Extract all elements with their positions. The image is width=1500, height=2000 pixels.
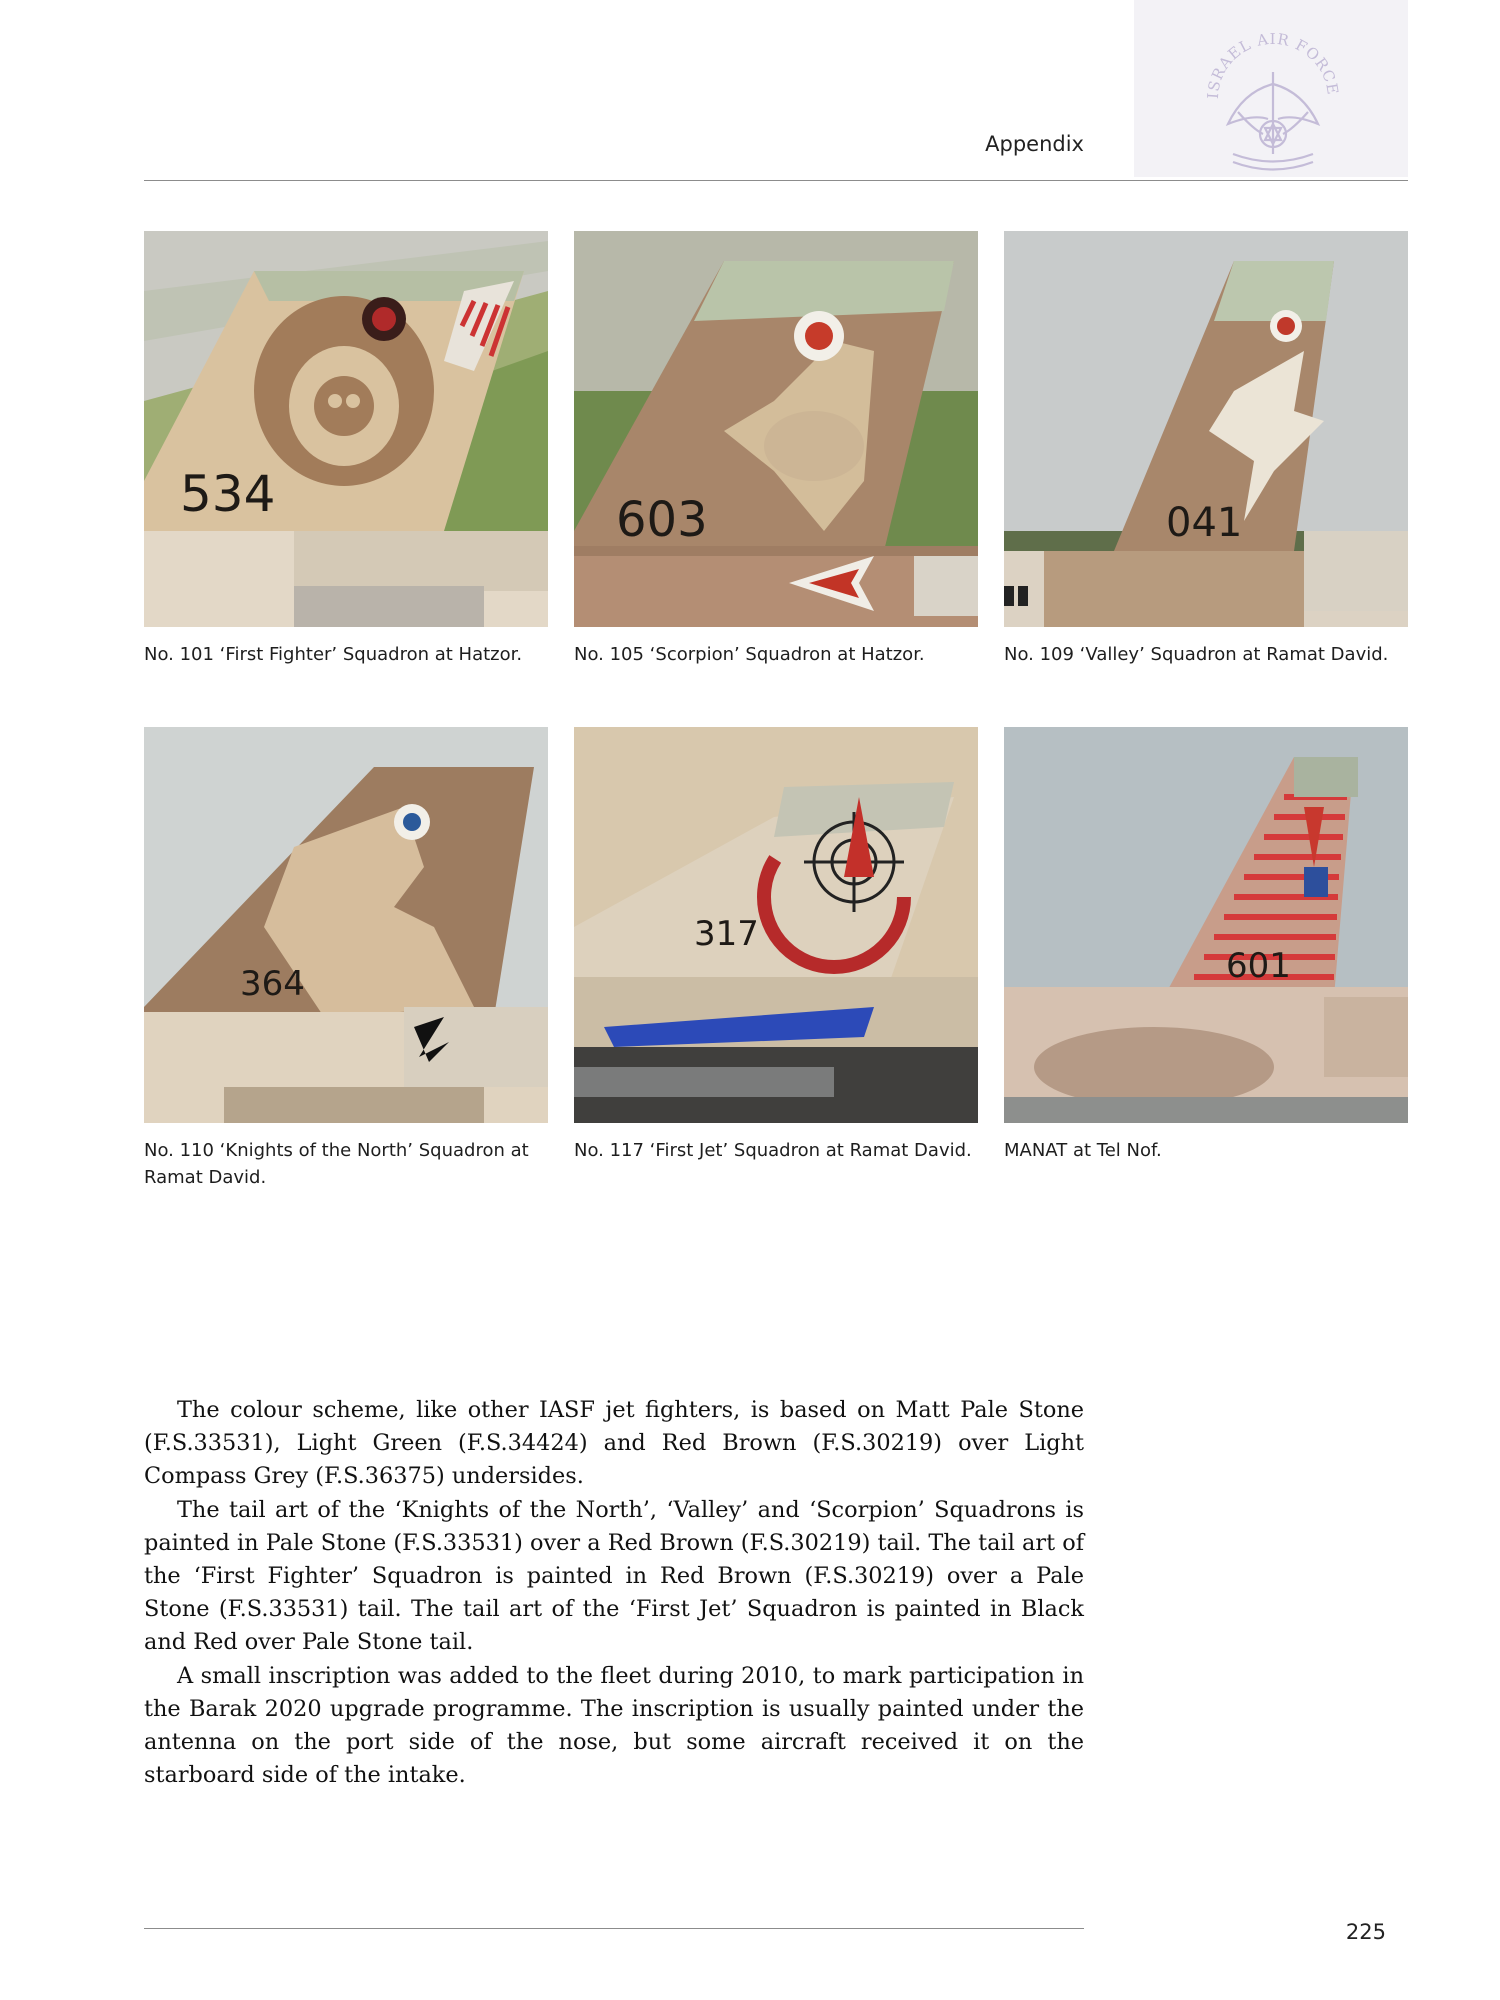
body-text — [144, 1394, 1084, 1792]
body-paragraph: The colour scheme, like other IASF jet fighters, is based on Matt Pale Stone (F.S.33531), Light Green (F.S.34424) and Red Brown (F.S.30219) over Light Compass Grey (F.S.36375) undersides. — [144, 1397, 1084, 1490]
air-force-emblem-icon — [1198, 14, 1348, 174]
photo-manat-tail — [1004, 727, 1408, 1123]
photo-scorpion-squadron-tail — [574, 231, 978, 627]
page-number: 225 — [1345, 1920, 1386, 1944]
tail-number: 364 — [240, 964, 305, 1004]
tail-number: 317 — [694, 914, 759, 954]
footer-rule — [144, 1928, 1084, 1929]
photo-first-fighter-squadron-tail — [144, 231, 548, 627]
air-force-seal-watermark — [1134, 0, 1408, 177]
photo-caption: MANAT at Tel Nof. — [1004, 1140, 1162, 1161]
photo-caption: No. 110 ‘Knights of the North’ Squadron at Ramat David. — [144, 1140, 529, 1188]
svg-text:ISRAEL AIR FORCE: ISRAEL AIR FORCE — [1203, 30, 1343, 100]
tail-number: 601 — [1226, 946, 1291, 986]
photo-caption: No. 109 ‘Valley’ Squadron at Ramat David. — [1004, 644, 1389, 665]
photo-caption: No. 105 ‘Scorpion’ Squadron at Hatzor. — [574, 644, 925, 665]
tail-number: 534 — [180, 465, 276, 523]
body-paragraph: The tail art of the ‘Knights of the North’, ‘Valley’ and ‘Scorpion’ Squadrons is painted in Pale Stone (F.S.33531) over a Red Brown (F.S.30219) tail. The tail art of the ‘First Fighter’ Squadron is painted in Red Brown (F.S.30219) over a Pale Stone (F.S.33531) tail. The tail art of the ‘First Jet’ Squadron is painted in Black and Red over Pale Stone tail. — [144, 1496, 1084, 1656]
section-label: Appendix — [985, 132, 1084, 156]
photo-valley-squadron-tail — [1004, 231, 1408, 627]
photo-first-jet-squadron-tail — [574, 727, 978, 1123]
body-paragraph: A small inscription was added to the fleet during 2010, to mark participation in the Barak 2020 upgrade programme. The inscription is usually painted under the antenna on the port side of the nose, but some aircraft received it on the starboard side of the intake. — [144, 1662, 1084, 1789]
tail-number: 603 — [616, 492, 708, 548]
tail-number: 041 — [1166, 500, 1243, 546]
photo-caption: No. 117 ‘First Jet’ Squadron at Ramat David. — [574, 1140, 972, 1161]
header-rule — [144, 180, 1408, 181]
photo-knights-of-the-north-squadron-tail — [144, 727, 548, 1123]
photo-caption: No. 101 ‘First Fighter’ Squadron at Hatzor. — [144, 644, 523, 665]
